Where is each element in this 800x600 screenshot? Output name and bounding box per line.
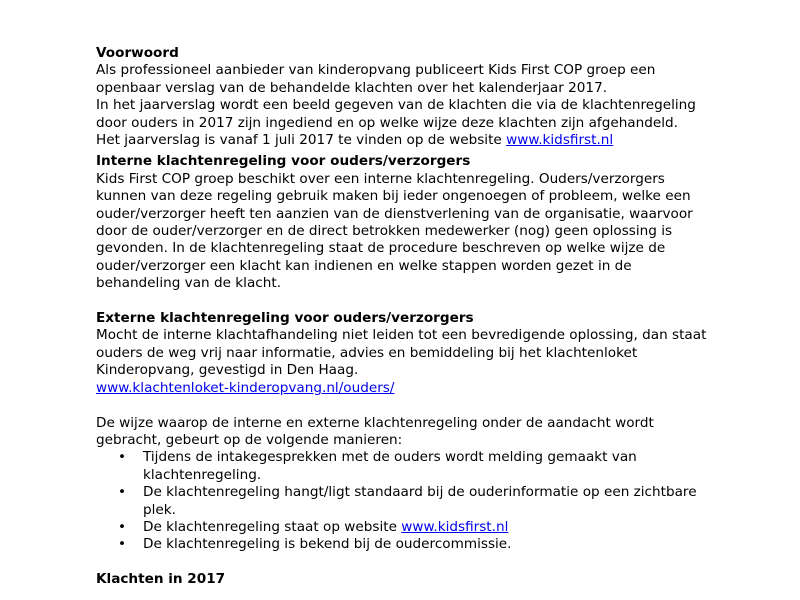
document-page — [96, 45, 776, 589]
voorwoord-website-text: Het jaarverslag is vanaf 1 juli 2017 te vinden op de website — [96, 132, 507, 149]
wijze-line-2: gebracht, gebeurt op de volgende manieren: — [96, 431, 403, 448]
list-item — [96, 449, 776, 484]
intern-line-1: Kids First COP groep beschikt over een interne klachtenregeling. Ouders/verzorgers — [96, 170, 665, 187]
bullet-website-link[interactable]: www.kidsfirst.nl — [401, 518, 509, 535]
voorwoord-line-4: door ouders in 2017 zijn ingediend en op welke wijze deze klachten zijn afgehandeld. — [96, 114, 678, 131]
bullet-3-text: De klachtenregeling staat op website — [143, 518, 402, 535]
voorwoord-line-1: Als professioneel aanbieder van kinderopvang publiceert Kids First COP groep een — [96, 62, 656, 79]
intern-line-5: gevonden. In de klachtenregeling staat de procedure beschreven op welke wijze de — [96, 240, 666, 257]
voorwoord-line-3: In het jaarverslag wordt een beeld gegeven van de klachten die via de klachtenregeling — [96, 97, 696, 114]
bullet-4-line-1: De klachtenregeling is bekend bij de oudercommissie. — [143, 536, 512, 553]
section-extern — [96, 310, 776, 397]
intern-line-4: door de ouder/verzorger en de direct betrokken medewerker (nog) geen oplossing is — [96, 223, 673, 240]
section-wijze — [96, 415, 776, 554]
wijze-line-1: De wijze waarop de interne en externe klachtenregeling onder de aandacht wordt — [96, 414, 654, 431]
extern-line-1: Mocht de interne klachtafhandeling niet leiden tot een bevredigende oplossing, dan staat — [96, 327, 707, 344]
intern-heading: Interne klachtenregeling voor ouders/verzorgers — [96, 153, 471, 170]
bullet-2-line-2: plek. — [143, 501, 176, 518]
klachten-2017-heading: Klachten in 2017 — [96, 571, 226, 588]
extern-line-3: Kinderopvang, gevestigd in Den Haag. — [96, 362, 359, 379]
voorwoord-website-link[interactable]: www.kidsfirst.nl — [506, 132, 614, 149]
bullet-3-line-1 — [143, 519, 776, 536]
extern-heading: Externe klachtenregeling voor ouders/verzorgers — [96, 310, 474, 327]
intern-line-3: ouder/verzorger heeft ten aanzien van de dienstverlening van de organisatie, waarvoor — [96, 205, 693, 222]
list-item — [96, 519, 776, 536]
section-intern — [96, 153, 776, 292]
extern-link-line — [96, 380, 776, 397]
extern-line-2: ouders de weg vrij naar informatie, advies en bemiddeling bij het klachtenloket — [96, 344, 638, 361]
list-item — [96, 536, 776, 553]
section-voorwoord — [96, 45, 776, 149]
wijze-bullet-list — [96, 449, 776, 553]
bullet-2-line-1: De klachtenregeling hangt/ligt standaard bij de ouderinformatie op een zichtbare — [143, 484, 697, 501]
bullet-dot: • — [118, 449, 127, 466]
bullet-dot: • — [118, 536, 127, 553]
intern-line-6: ouder/verzorger een klacht kan indienen en welke stappen worden gezet in de — [96, 257, 632, 274]
bullet-dot: • — [118, 518, 127, 535]
bullet-1-line-2: klachtenregeling. — [143, 466, 262, 483]
voorwoord-line-5 — [96, 132, 776, 149]
intern-line-2: kunnen van deze regeling gebruik maken bij ieder ongenoegen of probleem, welke een — [96, 188, 691, 205]
voorwoord-line-2: openbaar verslag van de behandelde klachten over het kalenderjaar 2017. — [96, 79, 608, 96]
bullet-1-line-1: Tijdens de intakegesprekken met de ouders wordt melding gemaakt van — [143, 449, 637, 466]
voorwoord-heading: Voorwoord — [96, 45, 179, 61]
bullet-dot: • — [118, 484, 127, 501]
list-item — [96, 484, 776, 519]
intern-line-7: behandeling van de klacht. — [96, 275, 282, 292]
klachtenloket-link[interactable]: www.klachtenloket-kinderopvang.nl/ouders/ — [96, 379, 395, 396]
